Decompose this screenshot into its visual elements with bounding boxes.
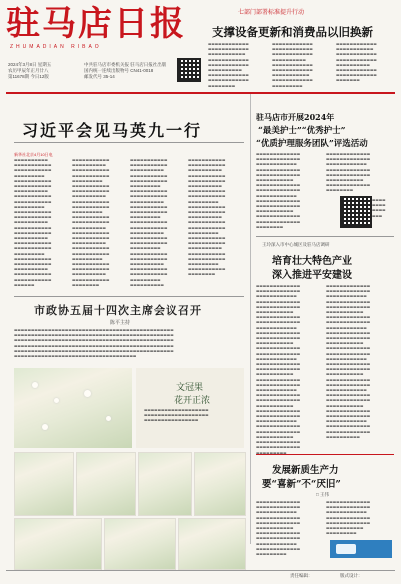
lead-body-col1: ▬▬▬▬▬▬▬▬▬▬ ▬▬▬▬▬▬▬▬▬▬▬ ▬▬▬▬▬▬▬▬▬▬▬ ▬▬▬▬▬▬▬▬▬ ▬▬▬▬▬▬▬▬▬▬▬ ▬▬▬▬▬▬▬▬▬▬▬ ▬▬▬▬▬▬▬▬▬▬ ▬▬▬▬▬▬▬▬▬▬▬ ▬▬▬▬▬▬▬▬▬▬▬ ▬▬▬▬▬▬▬▬▬ ▬▬▬▬▬▬▬▬▬▬▬ ▬▬▬▬▬▬▬▬▬▬▬ ▬▬▬▬▬▬▬▬▬▬ ▬▬▬▬▬▬▬▬▬▬▬ ▬▬▬▬▬▬▬▬▬▬▬ ▬▬▬▬▬▬▬▬▬▬ ▬▬▬▬▬▬▬▬▬▬▬ ▬▬▬▬▬▬▬▬▬▬▬ ▬▬▬▬▬▬▬▬▬ ▬▬▬▬▬▬▬▬▬▬▬ ▬▬▬▬▬▬▬▬▬▬▬ ▬▬▬▬▬▬▬▬▬▬ ▬▬▬▬▬▬▬▬▬▬▬ ▬▬▬▬▬▬▬▬▬▬▬ ▬▬▬▬▬▬ [14, 158, 52, 287]
top-story-headline[interactable]: 支撑设备更新和消费品以旧换新 [212, 25, 373, 39]
lead-body-col4: ▬▬▬▬▬▬▬▬▬▬▬ ▬▬▬▬▬▬▬▬▬▬▬ ▬▬▬▬▬▬▬▬▬▬ ▬▬▬▬▬▬▬▬▬▬▬ ▬▬▬▬▬▬▬▬▬▬▬ ▬▬▬▬▬▬▬▬▬▬ ▬▬▬▬▬▬▬▬▬▬▬ ▬▬▬▬▬▬▬▬▬▬▬ ▬▬▬▬▬▬▬▬▬ ▬▬▬▬▬▬▬▬▬▬▬ ▬▬▬▬▬▬▬▬▬▬▬ ▬▬▬▬▬▬▬▬▬▬ ▬▬▬▬▬▬▬▬▬▬▬ ▬▬▬▬▬▬▬▬▬▬▬ ▬▬▬▬▬▬▬▬▬ ▬▬▬▬▬▬▬▬▬▬▬ ▬▬▬▬▬▬▬▬▬▬▬ ▬▬▬▬▬▬▬▬▬▬ ▬▬▬▬▬▬▬▬▬▬▬ ▬▬▬▬▬▬▬▬▬▬▬ ▬▬▬▬▬▬▬▬▬ ▬▬▬▬▬▬▬▬▬▬▬ ▬▬▬▬▬▬▬▬ [188, 158, 226, 277]
publisher-code: 国内统一连续出版物号 CN41-0018 [84, 68, 154, 73]
publisher-line: 中共驻马店市委机关报 驻马店日报社出版 [84, 62, 167, 67]
lead-body-col2: ▬▬▬▬▬▬▬▬▬▬▬ ▬▬▬▬▬▬▬▬▬▬ ▬▬▬▬▬▬▬▬▬▬▬ ▬▬▬▬▬▬▬▬▬▬▬ ▬▬▬▬▬▬▬▬▬ ▬▬▬▬▬▬▬▬▬▬▬ ▬▬▬▬▬▬▬▬▬▬▬ ▬▬▬▬▬▬▬▬▬▬ ▬▬▬▬▬▬▬▬▬▬▬ ▬▬▬▬▬▬▬▬▬▬▬ ▬▬▬▬▬▬▬▬▬ ▬▬▬▬▬▬▬▬▬▬▬ ▬▬▬▬▬▬▬▬▬▬▬ ▬▬▬▬▬▬▬▬▬▬ ▬▬▬▬▬▬▬▬▬▬▬ ▬▬▬▬▬▬▬▬▬▬▬ ▬▬▬▬▬▬▬▬▬▬ ▬▬▬▬▬▬▬▬▬▬▬ ▬▬▬▬▬▬▬▬▬▬▬ ▬▬▬▬▬▬▬▬▬ ▬▬▬▬▬▬▬▬▬▬▬ ▬▬▬▬▬▬▬▬▬▬▬ ▬▬▬▬▬▬▬▬▬▬ ▬▬▬▬▬▬▬▬▬▬▬ ▬▬▬▬▬▬▬▬ [72, 158, 110, 287]
right-story-qr-icon[interactable] [340, 196, 372, 228]
banner-logo-icon [336, 544, 356, 554]
photo-thumb-3[interactable] [138, 452, 192, 516]
top-story-kicker: 七部门部署标准提升行动 [238, 10, 305, 16]
issue-lunar: 农历甲辰年正月廿八 [8, 68, 49, 73]
second-rule [14, 296, 244, 297]
right-story-title-line2[interactable]: “优质护理服务团队”评选活动 [256, 139, 368, 149]
right-story2-title-line1[interactable]: 培育壮大特色产业 [272, 256, 352, 267]
right-story2-body-col2: ▬▬▬▬▬▬▬▬▬▬▬▬▬ ▬▬▬▬▬▬▬▬▬▬▬▬▬ ▬▬▬▬▬▬▬▬▬▬▬▬ ▬▬▬▬▬▬▬▬▬▬▬▬▬ ▬▬▬▬▬▬▬▬▬▬▬▬▬ ▬▬▬▬▬▬▬▬▬▬▬ ▬▬▬▬▬▬▬▬▬▬▬▬▬ ▬▬▬▬▬▬▬▬▬▬▬▬▬ ▬▬▬▬▬▬▬▬▬▬▬▬ ▬▬▬▬▬▬▬▬▬▬▬▬▬ ▬▬▬▬▬▬▬▬▬▬▬▬▬ ▬▬▬▬▬▬▬▬▬▬▬ ▬▬▬▬▬▬▬▬▬▬▬▬▬ ▬▬▬▬▬▬▬▬▬▬▬▬▬ ▬▬▬▬▬▬▬▬▬▬▬▬ ▬▬▬▬▬▬▬▬▬▬▬▬▬ ▬▬▬▬▬▬▬▬▬▬▬▬▬ ▬▬▬▬▬▬▬▬▬▬▬ ▬▬▬▬▬▬▬▬▬▬▬▬▬ ▬▬▬▬▬▬▬▬▬▬▬▬▬ ▬▬▬▬▬▬▬▬▬▬▬▬ ▬▬▬▬▬▬▬▬▬▬▬▬▬ ▬▬▬▬▬▬▬▬▬▬▬▬▬ ▬▬▬▬▬▬▬▬▬▬▬ ▬▬▬▬▬▬▬▬▬▬▬▬▬ ▬▬▬▬▬▬▬▬▬▬▬▬▬ ▬▬▬▬▬▬▬▬▬▬▬▬ ▬▬▬▬▬▬▬▬▬▬▬▬▬ ▬▬▬▬▬▬▬▬▬▬▬▬▬ ▬▬▬▬▬▬▬▬▬▬ [326, 284, 371, 439]
newspaper-logo: 驻马店日报 [6, 4, 186, 44]
right-story-qr-note: ▬▬▬▬ ▬▬▬▬ ▬▬▬▬ ▬▬▬ [372, 198, 386, 218]
right-story-body-col2: ▬▬▬▬▬▬▬▬▬▬▬▬▬ ▬▬▬▬▬▬▬▬▬▬▬▬▬ ▬▬▬▬▬▬▬▬▬▬▬▬ ▬▬▬▬▬▬▬▬▬▬▬▬▬ ▬▬▬▬▬▬▬▬▬▬▬▬▬ ▬▬▬▬▬▬▬▬▬▬▬ ▬▬▬▬▬▬▬▬▬▬▬▬▬ ▬▬▬▬▬▬▬▬ [326, 152, 371, 193]
commentary-byline: □ 王伟 [316, 492, 329, 497]
top-story-body-col3: ▬▬▬▬▬▬▬▬▬▬▬▬ ▬▬▬▬▬▬▬▬▬▬▬ ▬▬▬▬▬▬▬▬▬▬▬▬ ▬▬▬▬▬▬▬▬▬▬▬▬ ▬▬▬▬▬▬▬▬▬▬ ▬▬▬▬▬▬▬▬▬▬▬▬ ▬▬▬▬▬▬▬▬▬▬▬▬ ▬▬▬▬▬▬▬ [336, 42, 377, 83]
commentary-body-col2: ▬▬▬▬▬▬▬▬▬▬▬▬▬ ▬▬▬▬▬▬▬▬▬▬▬▬▬ ▬▬▬▬▬▬▬▬▬▬▬▬ ▬▬▬▬▬▬▬▬▬▬▬▬▬ ▬▬▬▬▬▬▬▬▬▬▬▬▬ ▬▬▬▬▬▬▬▬▬▬▬ ▬▬▬▬▬▬▬▬▬ [326, 500, 371, 536]
lead-rule [14, 142, 244, 143]
promo-banner[interactable] [330, 540, 392, 558]
photo-thumb-4[interactable] [194, 452, 246, 516]
masthead [6, 4, 196, 64]
second-subhead: 陈平主持 [110, 320, 131, 326]
right-story2-body-col1: ▬▬▬▬▬▬▬▬▬▬▬▬▬ ▬▬▬▬▬▬▬▬▬▬▬▬▬ ▬▬▬▬▬▬▬▬▬▬▬▬ ▬▬▬▬▬▬▬▬▬▬▬▬▬ ▬▬▬▬▬▬▬▬▬▬▬▬▬ ▬▬▬▬▬▬▬▬▬▬▬ ▬▬▬▬▬▬▬▬▬▬▬▬▬ ▬▬▬▬▬▬▬▬▬▬▬▬▬ ▬▬▬▬▬▬▬▬▬▬▬▬ ▬▬▬▬▬▬▬▬▬▬▬▬▬ ▬▬▬▬▬▬▬▬▬▬▬▬▬ ▬▬▬▬▬▬▬▬▬▬▬ ▬▬▬▬▬▬▬▬▬▬▬▬▬ ▬▬▬▬▬▬▬▬▬▬▬▬▬ ▬▬▬▬▬▬▬▬▬▬▬▬ ▬▬▬▬▬▬▬▬▬▬▬▬▬ ▬▬▬▬▬▬▬▬▬▬▬▬▬ ▬▬▬▬▬▬▬▬▬▬▬ ▬▬▬▬▬▬▬▬▬▬▬▬▬ ▬▬▬▬▬▬▬▬▬▬▬▬▬ ▬▬▬▬▬▬▬▬▬▬▬▬ ▬▬▬▬▬▬▬▬▬▬▬▬▬ ▬▬▬▬▬▬▬▬▬▬▬▬▬ ▬▬▬▬▬▬▬▬▬▬▬ ▬▬▬▬▬▬▬▬▬▬▬▬▬ ▬▬▬▬▬▬▬▬▬▬▬▬▬ ▬▬▬▬▬▬▬▬▬▬▬▬ ▬▬▬▬▬▬▬▬▬▬▬▬▬ ▬▬▬▬▬▬▬▬▬▬▬▬▬ ▬▬▬▬▬▬▬▬▬▬▬ ▬▬▬▬▬▬▬▬▬▬▬▬▬ ▬▬▬▬▬▬▬▬▬▬▬▬▬ ▬▬▬▬▬▬▬▬▬ [256, 284, 301, 455]
commentary-title-line2[interactable]: 要“喜新”不“厌旧” [262, 479, 341, 490]
column-divider [250, 94, 251, 544]
photo-main[interactable] [14, 368, 132, 448]
top-story-body-col2: ▬▬▬▬▬▬▬▬▬▬▬▬ ▬▬▬▬▬▬▬▬▬▬▬▬ ▬▬▬▬▬▬▬▬▬▬▬▬ ▬▬▬▬▬▬▬▬▬▬ ▬▬▬▬▬▬▬▬▬▬▬▬ ▬▬▬▬▬▬▬▬▬▬▬▬ ▬▬▬▬▬▬▬▬▬▬▬ ▬▬▬▬▬▬▬▬▬▬▬▬ ▬▬▬▬▬▬▬▬▬ [272, 42, 313, 88]
commentary-title-line1[interactable]: 发展新质生产力 [272, 465, 339, 476]
lead-headline[interactable]: 习近平会见马英九一行 [22, 121, 203, 140]
commentary-body-col1: ▬▬▬▬▬▬▬▬▬▬▬▬▬ ▬▬▬▬▬▬▬▬▬▬▬▬▬ ▬▬▬▬▬▬▬▬▬▬▬▬ ▬▬▬▬▬▬▬▬▬▬▬▬▬ ▬▬▬▬▬▬▬▬▬▬▬▬▬ ▬▬▬▬▬▬▬▬▬▬▬ ▬▬▬▬▬▬▬▬▬▬▬▬▬ ▬▬▬▬▬▬▬▬▬▬▬▬▬ ▬▬▬▬▬▬▬▬▬▬▬▬ ▬▬▬▬▬▬▬▬▬▬▬▬▬ ▬▬▬▬▬▬▬▬▬ [256, 500, 301, 557]
masthead-divider [6, 92, 395, 94]
right-story2-rule [256, 236, 394, 237]
photo-thumb-1[interactable] [14, 452, 74, 516]
newspaper-logo-subtitle: ZHUMADIAN RIBAO [10, 44, 102, 50]
photo-caption-title-line2: 花开正浓 [174, 396, 211, 406]
top-story-body-col1: ▬▬▬▬▬▬▬▬▬▬▬▬ ▬▬▬▬▬▬▬▬▬▬▬▬ ▬▬▬▬▬▬▬▬▬▬▬ ▬▬▬▬▬▬▬▬▬▬▬▬ ▬▬▬▬▬▬▬▬▬▬▬▬ ▬▬▬▬▬▬▬▬▬▬ ▬▬▬▬▬▬▬▬▬▬▬▬ ▬▬▬▬▬▬▬▬▬▬▬▬ ▬▬▬▬▬▬▬▬ [208, 42, 249, 88]
publisher-post: 邮发代号 35-14 [84, 74, 115, 79]
issue-date: 2024年3月8日 星期五 [8, 62, 52, 67]
photo-thumb-2[interactable] [76, 452, 136, 516]
lead-byline: 新华社北京4月10日电 [14, 152, 53, 157]
right-story-kicker: 驻马店市开展2024年 [256, 112, 335, 122]
second-headline[interactable]: 市政协五届十四次主席会议召开 [34, 304, 202, 317]
photo-caption-text: ▬▬▬▬▬▬▬▬▬▬▬▬▬▬▬▬▬▬▬ ▬▬▬▬▬▬▬▬▬▬▬▬▬▬▬▬▬▬▬ ▬▬▬▬▬▬▬▬▬▬▬▬▬▬▬▬ [144, 408, 209, 423]
photo-thumb-6[interactable] [104, 518, 176, 570]
right-story-body-col1: ▬▬▬▬▬▬▬▬▬▬▬▬▬ ▬▬▬▬▬▬▬▬▬▬▬▬▬ ▬▬▬▬▬▬▬▬▬▬▬▬ ▬▬▬▬▬▬▬▬▬▬▬▬▬ ▬▬▬▬▬▬▬▬▬▬▬▬▬ ▬▬▬▬▬▬▬▬▬▬▬ ▬▬▬▬▬▬▬▬▬▬▬▬▬ ▬▬▬▬▬▬▬▬▬▬▬▬▬ ▬▬▬▬▬▬▬▬▬▬▬▬ ▬▬▬▬▬▬▬▬▬▬▬▬▬ ▬▬▬▬▬▬▬▬▬▬▬▬▬ ▬▬▬▬▬▬▬▬▬▬▬ ▬▬▬▬▬▬▬▬▬▬▬▬▬ ▬▬▬▬▬▬▬▬▬▬▬▬▬ ▬▬▬▬▬▬▬▬ [256, 152, 301, 229]
lead-body-col3: ▬▬▬▬▬▬▬▬▬▬▬ ▬▬▬▬▬▬▬▬▬▬▬ ▬▬▬▬▬▬▬▬▬▬ ▬▬▬▬▬▬▬▬▬▬▬ ▬▬▬▬▬▬▬▬▬▬▬ ▬▬▬▬▬▬▬▬▬ ▬▬▬▬▬▬▬▬▬▬▬ ▬▬▬▬▬▬▬▬▬▬▬ ▬▬▬▬▬▬▬▬▬▬ ▬▬▬▬▬▬▬▬▬▬▬ ▬▬▬▬▬▬▬▬▬▬▬ ▬▬▬▬▬▬▬▬▬ ▬▬▬▬▬▬▬▬▬▬▬ ▬▬▬▬▬▬▬▬▬▬▬ ▬▬▬▬▬▬▬▬▬▬ ▬▬▬▬▬▬▬▬▬▬▬ ▬▬▬▬▬▬▬▬▬▬▬ ▬▬▬▬▬▬▬▬▬ ▬▬▬▬▬▬▬▬▬▬▬ ▬▬▬▬▬▬▬▬▬▬▬ ▬▬▬▬▬▬▬▬▬▬ ▬▬▬▬▬▬▬▬▬▬▬ ▬▬▬▬▬▬▬▬▬▬▬ ▬▬▬▬▬▬▬▬▬ ▬▬▬▬▬▬▬▬▬▬ [130, 158, 168, 287]
right-story2-title-line2[interactable]: 深入推进平安建设 [272, 270, 352, 281]
photo-thumb-5[interactable] [14, 518, 102, 570]
footer-rule [6, 570, 395, 571]
commentary-rule [256, 454, 394, 455]
photo-caption-box [136, 368, 244, 448]
publisher-info [84, 62, 176, 80]
footer-editor: 责任编辑： [290, 573, 313, 578]
footer-designer: 版式设计： [340, 573, 363, 578]
photo-thumb-7[interactable] [178, 518, 246, 570]
right-story2-kicker: 王玲深入市中心城区及驻马店调研 [262, 242, 330, 247]
issue-info [8, 62, 80, 80]
second-body: ▬▬▬▬▬▬▬▬▬▬▬▬▬▬▬▬▬▬▬▬▬▬▬▬▬▬▬▬▬▬▬▬▬▬▬▬▬▬▬▬▬▬▬▬▬▬▬ ▬▬▬▬▬▬▬▬▬▬▬▬▬▬▬▬▬▬▬▬▬▬▬▬▬▬▬▬▬▬▬▬▬▬▬▬▬▬▬▬▬▬▬▬▬▬▬ ▬▬▬▬▬▬▬▬▬▬▬▬▬▬▬▬▬▬▬▬▬▬▬▬▬▬▬▬▬▬▬▬▬▬▬▬▬▬▬▬▬▬▬▬▬▬▬ ▬▬▬▬▬▬▬▬▬▬▬▬▬▬▬▬▬▬▬▬▬▬▬▬▬▬▬▬▬▬▬▬▬▬▬▬▬▬▬▬▬▬▬▬▬▬▬ ▬▬▬▬▬▬▬▬▬▬▬▬▬▬▬▬▬▬▬▬▬▬▬▬▬▬▬▬▬▬▬▬▬▬▬▬▬▬▬▬▬▬▬▬▬▬▬ ▬▬▬▬▬▬▬▬▬▬▬▬▬▬▬▬▬▬▬▬▬▬▬▬▬▬▬▬▬▬▬▬▬▬▬▬ [14, 328, 174, 359]
masthead-qr-icon[interactable] [177, 58, 201, 82]
issue-number: 第11678期 今日12版 [8, 74, 49, 79]
photo-caption-title-line1: 文冠果 [176, 383, 204, 393]
right-story-title-line1[interactable]: “最美护士”“优秀护士” [258, 126, 346, 136]
